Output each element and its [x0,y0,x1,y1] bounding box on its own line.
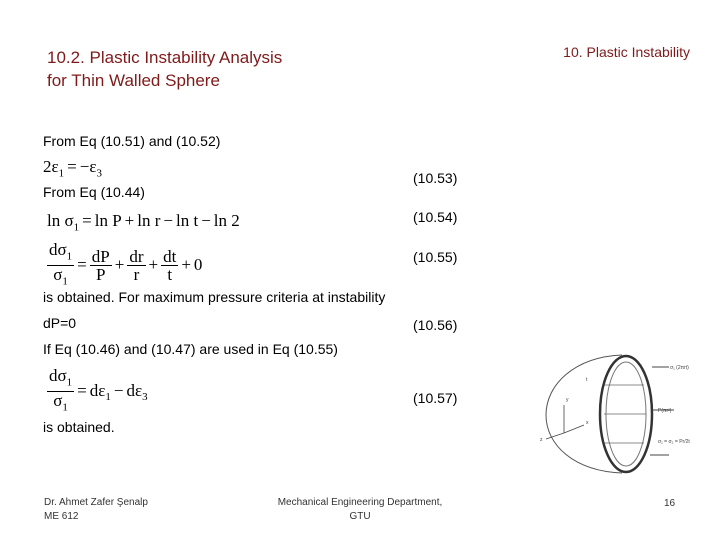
equation-number-10-57: (10.57) [413,390,458,406]
text-from-eq-51-52: From Eq (10.51) and (10.52) [43,133,221,149]
text-from-eq-44: From Eq (10.44) [43,184,145,200]
equation-10-55: $\frac{d\sigma_1}{\sigma_1}$ = $\frac{dP}{P}$ + $\frac{dr}{r}$ + $\frac{dt}{t}$ + 0 [49,240,203,288]
footer-author-name: Dr. Ahmet Zafer Şenalp [44,497,148,508]
figure-label-sigma-force: σ₁ (2πrt) [670,365,689,371]
footer-university: GTU [349,511,371,522]
equation-number-10-53: (10.53) [413,170,458,186]
footer-author [44,496,148,524]
figure-label-y: y [566,397,569,403]
figure-label-z: z [540,437,543,443]
equation-10-57: $\frac{d\sigma_1}{\sigma_1}$ = $d\varepsilon_1 - d\varepsilon_3$ [49,366,148,414]
slide-title-line-1: 10.2. Plastic Instability Analysis [47,48,283,67]
figure-label-stress-equality: σ₁ = σ₂ = Pr/2t [658,439,690,445]
page-number: 16 [664,498,676,509]
figure-label-x: x [586,420,589,426]
footer-department-name: Mechanical Engineering Department, [277,497,443,508]
slide-title [47,46,367,92]
text-is-obtained-max-pressure: is obtained. For maximum pressure criteria at instability [43,289,386,305]
text-is-obtained: is obtained. [43,419,115,435]
text-dp-zero: dP=0 [43,315,77,331]
equation-10-53: $2\varepsilon_1 = -\varepsilon_3$ [43,157,102,180]
equation-10-54: $\ln \sigma_1 = \ln P + \ln r - \ln t - \ln 2$ [47,211,240,234]
footer-department [265,496,455,524]
footer-course: ME 612 [44,511,79,522]
sphere-figure [534,345,710,480]
figure-label-t: t [586,377,588,383]
figure-label-pressure-force: P(πr²) [658,408,672,414]
equation-number-10-56: (10.56) [413,317,458,333]
equation-number-10-55: (10.55) [413,249,458,265]
chapter-label: 10. Plastic Instability [563,44,690,60]
equation-number-10-54: (10.54) [413,209,458,225]
slide-title-line-2: for Thin Walled Sphere [47,71,220,90]
text-if-eq-46-47: If Eq (10.46) and (10.47) are used in Eq (10.55) [43,341,338,357]
